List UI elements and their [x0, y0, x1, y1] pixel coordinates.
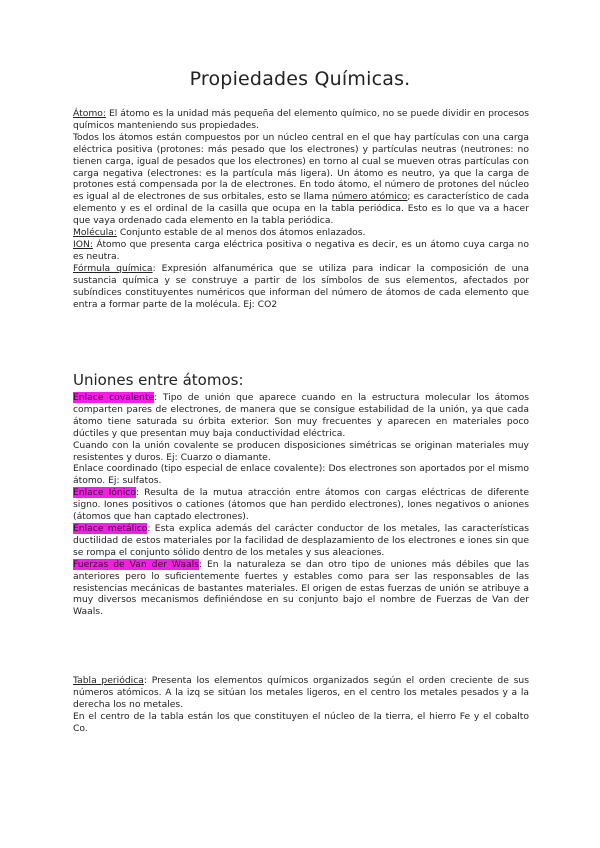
- covalente-example-paragraph: Cuando con la unión covalente se producen disposiciones simétricas se originan materiales muy resistentes y duros. Ej: Cuarzo o diamante.: [73, 439, 529, 463]
- tabla-paragraph: [73, 675, 529, 711]
- molecula-term: Molécula:: [73, 227, 117, 239]
- numero-atomico-term: número atómico: [331, 191, 408, 203]
- covalente-definition: : Tipo de unión que aparece cuando en la estructura molecular los átomos comparten pares de electrones, de manera que se consigue estabilidad de la unión, ya que cada átomo tiene saturada su órbita exterior. Son muy frecuentes y aparecen en materiales poco dúctiles y que presentan muy baja conductividad eléctrica.: [73, 392, 529, 439]
- periodic-table-section: [73, 675, 529, 735]
- atomo-term: Átomo:: [73, 108, 107, 119]
- molecula-definition: Conjunto estable de al menos dos átomos enlazados.: [116, 227, 366, 239]
- section-heading: Uniones entre átomos:: [73, 371, 244, 389]
- page-title: Propiedades Químicas.: [189, 68, 411, 90]
- van-der-waals-paragraph: [73, 559, 529, 619]
- ionico-term: Enlace Iónico: [73, 487, 136, 499]
- ion-definition: Átomo que presenta carga eléctrica positiva o negativa es decir, es un átomo cuya carga no es neutra.: [73, 238, 529, 262]
- coordinado-paragraph: Enlace coordinado (tipo especial de enlace covalente): Dos electrones son aportados por el mismo átomo. Ej: sulfatos.: [73, 463, 529, 487]
- metalico-term: Enlace metálico: [73, 522, 148, 534]
- covalente-term: Enlace covalente: [73, 392, 155, 403]
- ion-term: ION:: [73, 238, 93, 250]
- atomo-structure-text-end: ; es característico de cada elemento y es el ordinal de la casilla que ocupa en la tabla periódica. Esto es lo que va a hacer que vaya ordenado cada elemento en la tabla periódica.: [73, 191, 529, 227]
- formula-paragraph: [73, 263, 529, 311]
- van-der-waals-term: Fuerzas de Van der Waals: [73, 558, 199, 570]
- ionico-paragraph: [73, 487, 529, 523]
- tabla-center-paragraph: En el centro de la tabla están los que constituyen el núcleo de la tierra, el hierro Fe y el cobalto Co.: [73, 710, 529, 734]
- metalico-definition: : Esta explica además del carácter conductor de los metales, las características ductilidad de estos materiales por la facilidad de desplazamiento de los electrones e iones sin que se rompa el conjunto sólido dentro de los metales y sus aleaciones.: [73, 522, 529, 558]
- covalente-paragraph: [73, 392, 529, 440]
- tabla-definition: : Presenta los elementos químicos organizados según el orden creciente de sus números atómicos. A la izq se sitúan los metales ligeros, en el centro los metales pesados y a la derecha los no metales.: [73, 675, 529, 710]
- formula-term: Fórmula química: [73, 262, 153, 274]
- atomo-structure-paragraph: [73, 132, 529, 227]
- metalico-paragraph: [73, 523, 529, 559]
- formula-definition: : Expresión alfanumérica que se utiliza para indicar la composición de una sustancia química y se construye a partir de los símbolos de sus elementos, afectados por subíndices constituyentes numéricos que informan del número de átomos de cada elemento que entra a formar parte de la molécula. Ej: CO2: [73, 262, 529, 310]
- ionico-definition: : Resulta de la mutua atracción entre átomos con cargas eléctricas de diferente signo. Iones positivos o cationes (átomos que han perdido electrones), Iones negativos o aniones (átomos que han captado electrones).: [73, 487, 529, 523]
- van-der-waals-definition: : En la naturaleza se dan otro tipo de uniones más débiles que las anteriores pero lo suficientemente fuertes y estables como para ser las responsables de las resistencias mecánicas de bastantes materiales. El origen de estas fuerzas de unión se atribuye a muy diversos mecanismos definiéndose en su conjunto bajo el nombre de Fuerzas de Van der Waals.: [73, 558, 529, 618]
- molecula-paragraph: [73, 227, 529, 239]
- atomo-definition: El átomo es la unidad más pequeña del elemento químico, no se puede dividir en procesos químicos manteniendo sus propiedades.: [73, 108, 529, 131]
- ion-paragraph: [73, 239, 529, 263]
- atomo-paragraph: [73, 108, 529, 132]
- tabla-term: Tabla periódica: [73, 675, 144, 686]
- atomo-structure-text: Todos los átomos están compuestos por un núcleo central en el que hay partículas con una carga eléctrica positiva (protones: más pesado que los electrones) y partículas neutras (neutrones: no tienen carga, igual de pesados que los electrones) en torno al cual se mueven otras partículas con carga negativa (electrones: es la partícula más ligera). Un átomo es neutro, ya que la carga de protones está compensada por la de electrones. En todo átomo, el número de protones del núcleo es igual al de electrones de sus orbitales, esto se llama: [73, 131, 529, 203]
- bonds-section: [73, 392, 529, 618]
- definitions-section: [73, 108, 529, 310]
